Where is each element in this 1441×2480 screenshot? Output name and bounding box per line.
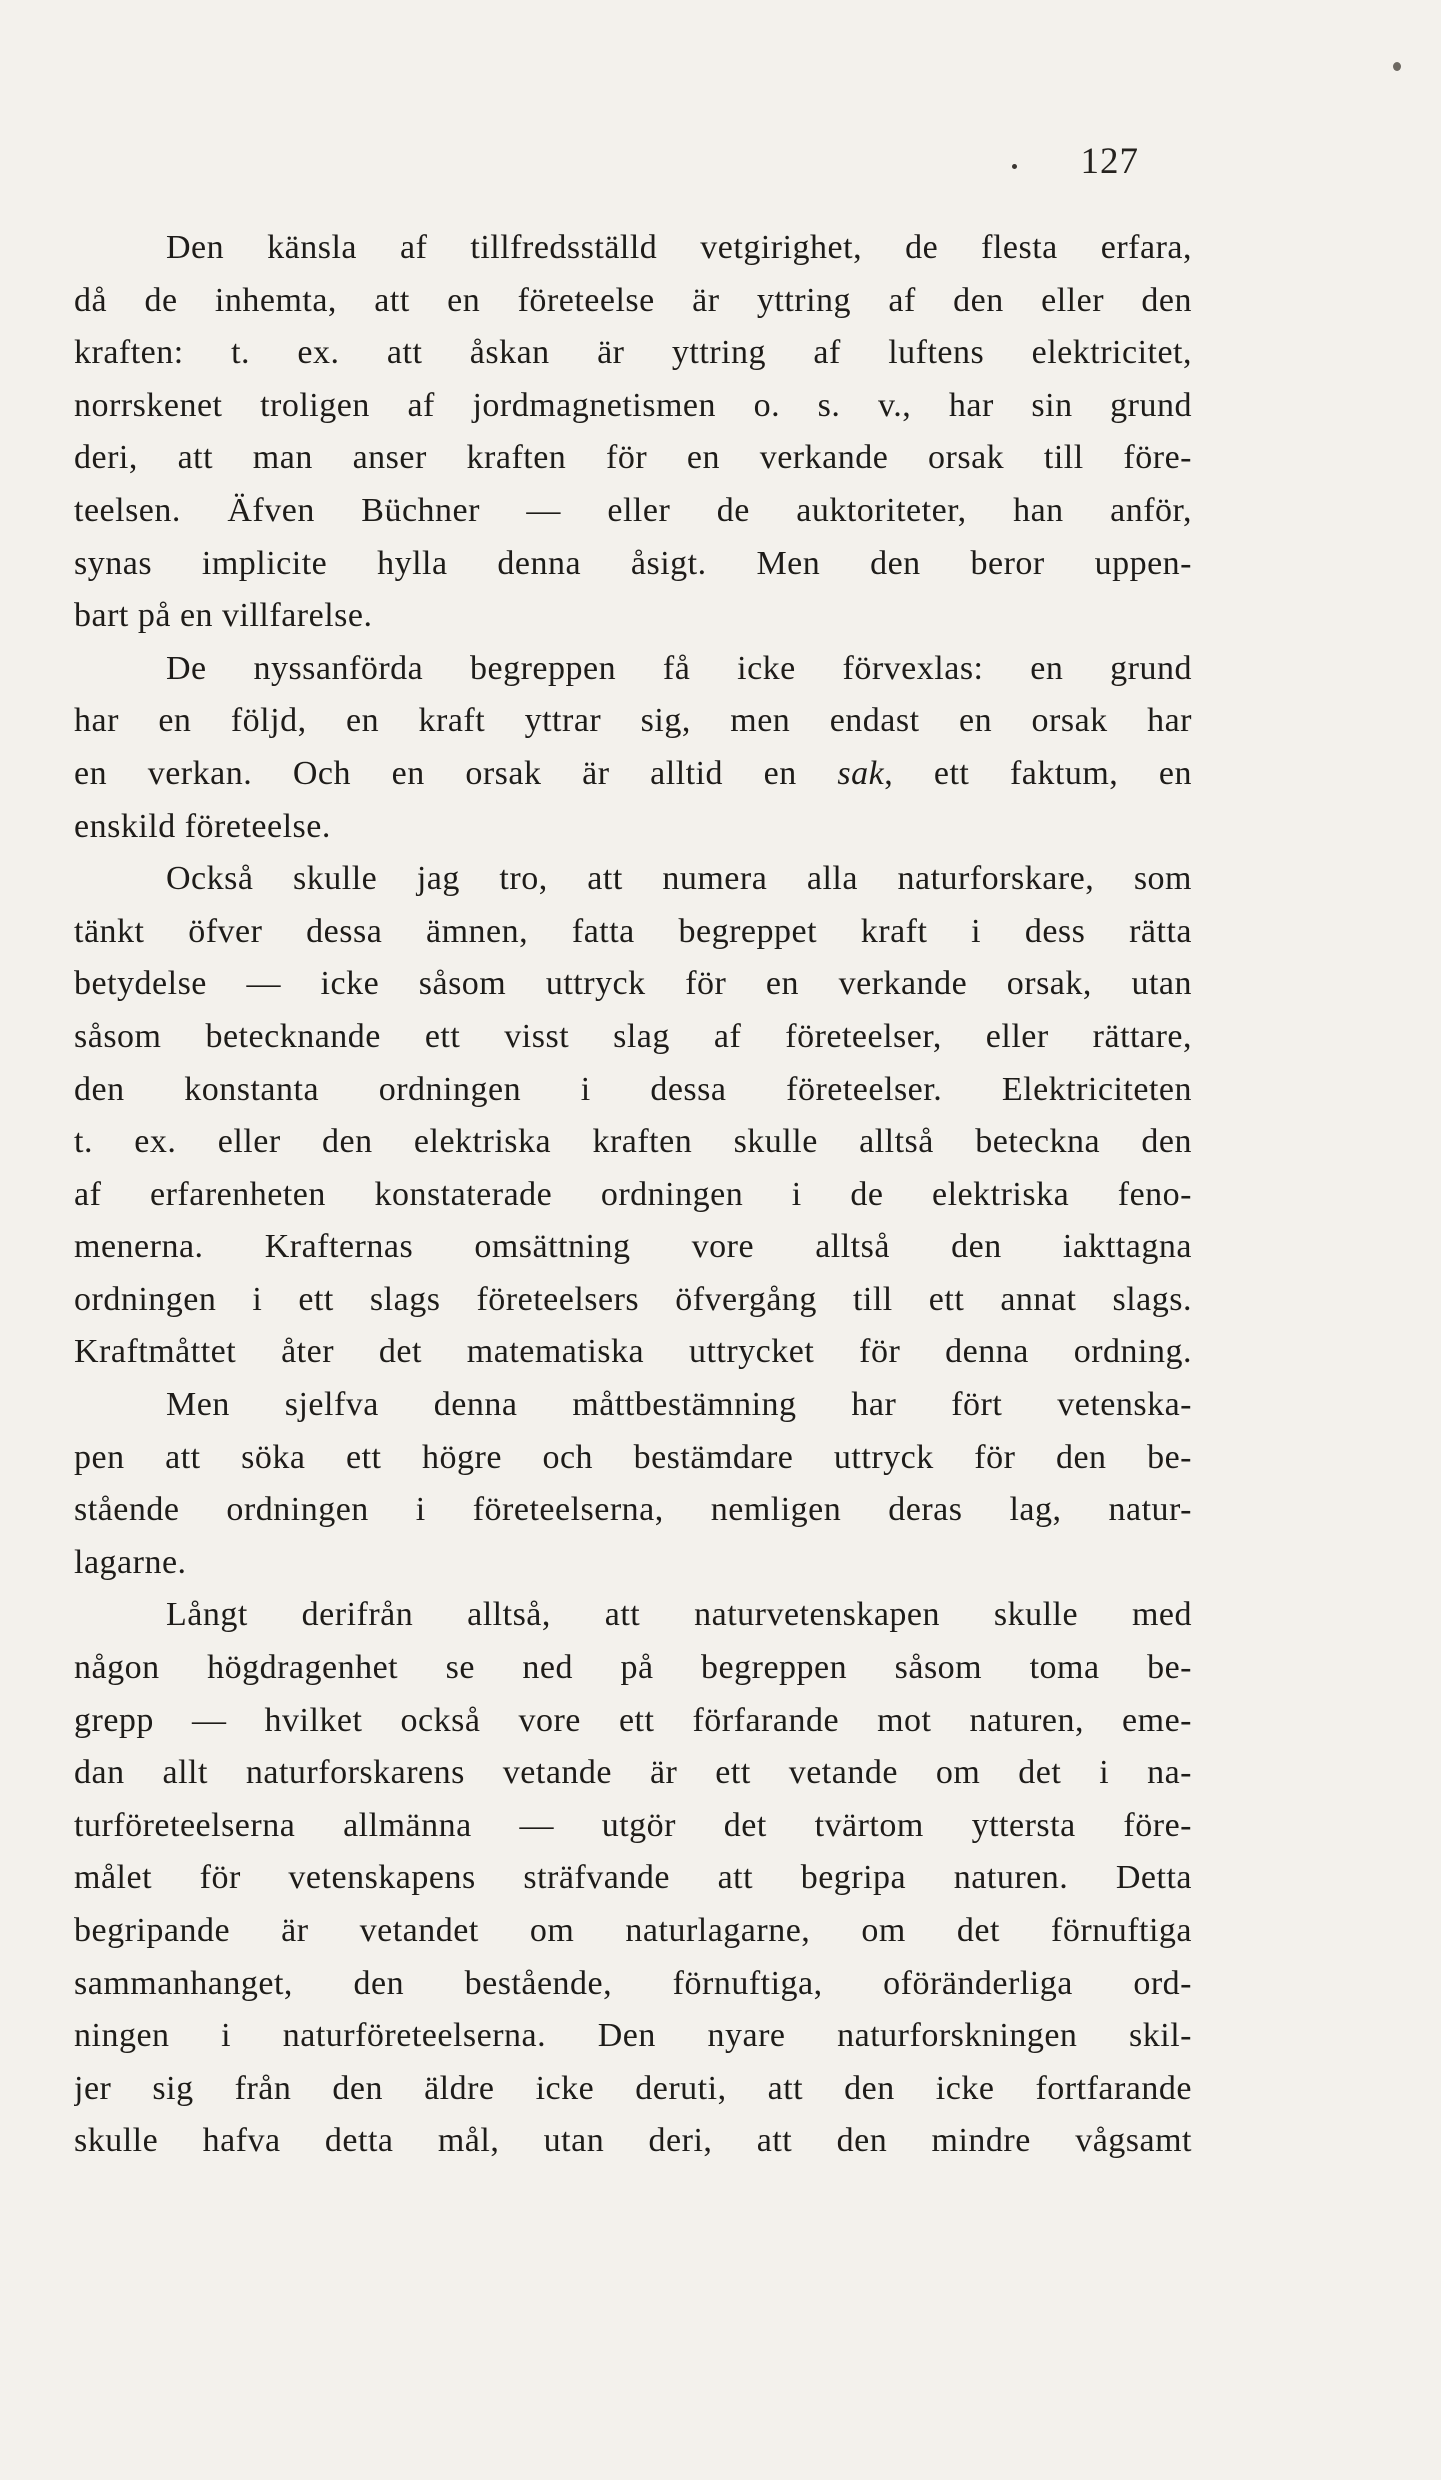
text-line <box>74 1379 1192 1432</box>
line-text: turföreteelserna allmänna — utgör det tvärtom yttersta före- <box>74 1806 1192 1844</box>
text-line <box>74 1484 1192 1537</box>
text-line <box>74 906 1192 959</box>
line-text: begripande är vetandet om naturlagarne, om det förnuftiga <box>74 1912 1192 1949</box>
line-text: Den känsla af tillfredsställd vetgirighet, de flesta erfara, <box>166 229 1192 266</box>
text-line <box>74 1011 1192 1064</box>
line-text: grepp — hvilket också vore ett förfarande mot naturen, eme- <box>74 1701 1192 1739</box>
line-text: någon högdragenhet se ned på begreppen såsom toma be- <box>74 1649 1192 1687</box>
text-line <box>74 1852 1192 1905</box>
line-text-after: , ett faktum, en <box>884 754 1192 792</box>
text-line <box>74 327 1192 380</box>
text-line <box>74 695 1192 748</box>
text-line <box>74 485 1192 538</box>
text-line <box>74 1537 1192 1590</box>
line-text: har en följd, en kraft yttrar sig, men endast en orsak har <box>74 702 1192 740</box>
text-line <box>74 853 1192 906</box>
text-line <box>74 1274 1192 1327</box>
line-text: en verkan. Och en orsak är alltid en <box>74 754 838 792</box>
line-text: tänkt öfver dessa ämnen, fatta begreppet kraft i dess rätta <box>74 912 1192 950</box>
text-line <box>74 1905 1192 1958</box>
line-text: norrskenet troligen af jordmagnetismen o. s. v., har sin grund <box>74 386 1192 424</box>
text-line <box>74 380 1192 433</box>
line-text: pen att söka ett högre och bestämdare uttryck för den be- <box>74 1438 1192 1476</box>
text-line <box>74 1958 1192 2011</box>
line-text: skulle hafva detta mål, utan deri, att den mindre vågsamt <box>74 2122 1192 2160</box>
text-line <box>74 2063 1192 2116</box>
text-line <box>74 538 1192 591</box>
line-text: bart på en villfarelse. <box>74 597 373 635</box>
text-line <box>74 1747 1192 1800</box>
line-text: dan allt naturforskarens vetande är ett vetande om det i na- <box>74 1754 1192 1792</box>
text-line <box>74 748 1192 801</box>
text-line <box>74 2010 1192 2063</box>
line-text: De nyssanförda begreppen få icke förvexlas: en grund <box>166 649 1192 687</box>
text-line <box>74 1642 1192 1695</box>
body-text <box>74 222 1192 2168</box>
printer-dot <box>1012 164 1017 169</box>
text-line <box>74 1432 1192 1485</box>
text-line <box>74 1326 1192 1379</box>
line-text: jer sig från den äldre icke deruti, att den icke fortfarande <box>74 2069 1192 2107</box>
line-text: den konstanta ordningen i dessa företeelser. Elektriciteten <box>74 1070 1192 1108</box>
line-text: synas implicite hylla denna åsigt. Men den beror uppen- <box>74 544 1192 582</box>
text-line <box>74 1589 1192 1642</box>
line-text: deri, att man anser kraften för en verkande orsak till före- <box>74 439 1192 477</box>
line-text: sammanhanget, den bestående, förnuftiga, oföränderliga ord- <box>74 1964 1192 2002</box>
line-text: målet för vetenskapens sträfvande att begripa naturen. Detta <box>74 1859 1192 1897</box>
text-line <box>74 1800 1192 1853</box>
text-line <box>74 1116 1192 1169</box>
line-text: Långt derifrån alltså, att naturvetenskapen skulle med <box>166 1596 1192 1634</box>
emphasized-word: sak <box>837 754 885 792</box>
line-text: t. ex. eller den elektriska kraften skulle alltså beteckna den <box>74 1123 1192 1161</box>
text-line <box>74 643 1192 696</box>
text-line <box>74 1221 1192 1274</box>
text-line <box>74 1064 1192 1117</box>
text-line <box>74 275 1192 328</box>
line-text: Men sjelfva denna måttbestämning har fört vetenska- <box>166 1386 1192 1424</box>
line-text: Kraftmåttet åter det matematiska uttrycket för denna ordning. <box>74 1333 1192 1371</box>
line-text: teelsen. Äfven Büchner — eller de auktoriteter, han anför, <box>74 491 1192 529</box>
text-line <box>74 222 1192 275</box>
paper-speck <box>1393 62 1401 71</box>
line-text: kraften: t. ex. att åskan är yttring af luftens elektricitet, <box>74 334 1192 372</box>
line-text: enskild företeelse. <box>74 807 331 845</box>
line-text: betydelse — icke såsom uttryck för en verkande orsak, utan <box>74 965 1192 1003</box>
text-line <box>74 1169 1192 1222</box>
line-text: stående ordningen i företeelserna, nemligen deras lag, natur- <box>74 1491 1192 1529</box>
text-line <box>74 2115 1192 2168</box>
text-line <box>74 590 1192 643</box>
line-text: ningen i naturföreteelserna. Den nyare naturforskningen skil- <box>74 2017 1192 2055</box>
line-text: af erfarenheten konstaterade ordningen i de elektriska feno- <box>74 1175 1192 1213</box>
text-line <box>74 1695 1192 1748</box>
line-text: Också skulle jag tro, att numera alla naturforskare, som <box>166 860 1192 898</box>
line-text: lagarne. <box>74 1543 187 1581</box>
line-text: då de inhemta, att en företeelse är yttring af den eller den <box>74 281 1192 319</box>
page-number: 127 <box>1080 141 1139 182</box>
text-line <box>74 432 1192 485</box>
line-text: såsom betecknande ett visst slag af företeelser, eller rättare, <box>74 1017 1192 1055</box>
text-line <box>74 958 1192 1011</box>
line-text: menerna. Krafternas omsättning vore alltså den iakttagna <box>74 1228 1192 1266</box>
line-text: ordningen i ett slags företeelsers öfvergång till ett annat slags. <box>74 1280 1192 1318</box>
text-line <box>74 801 1192 854</box>
